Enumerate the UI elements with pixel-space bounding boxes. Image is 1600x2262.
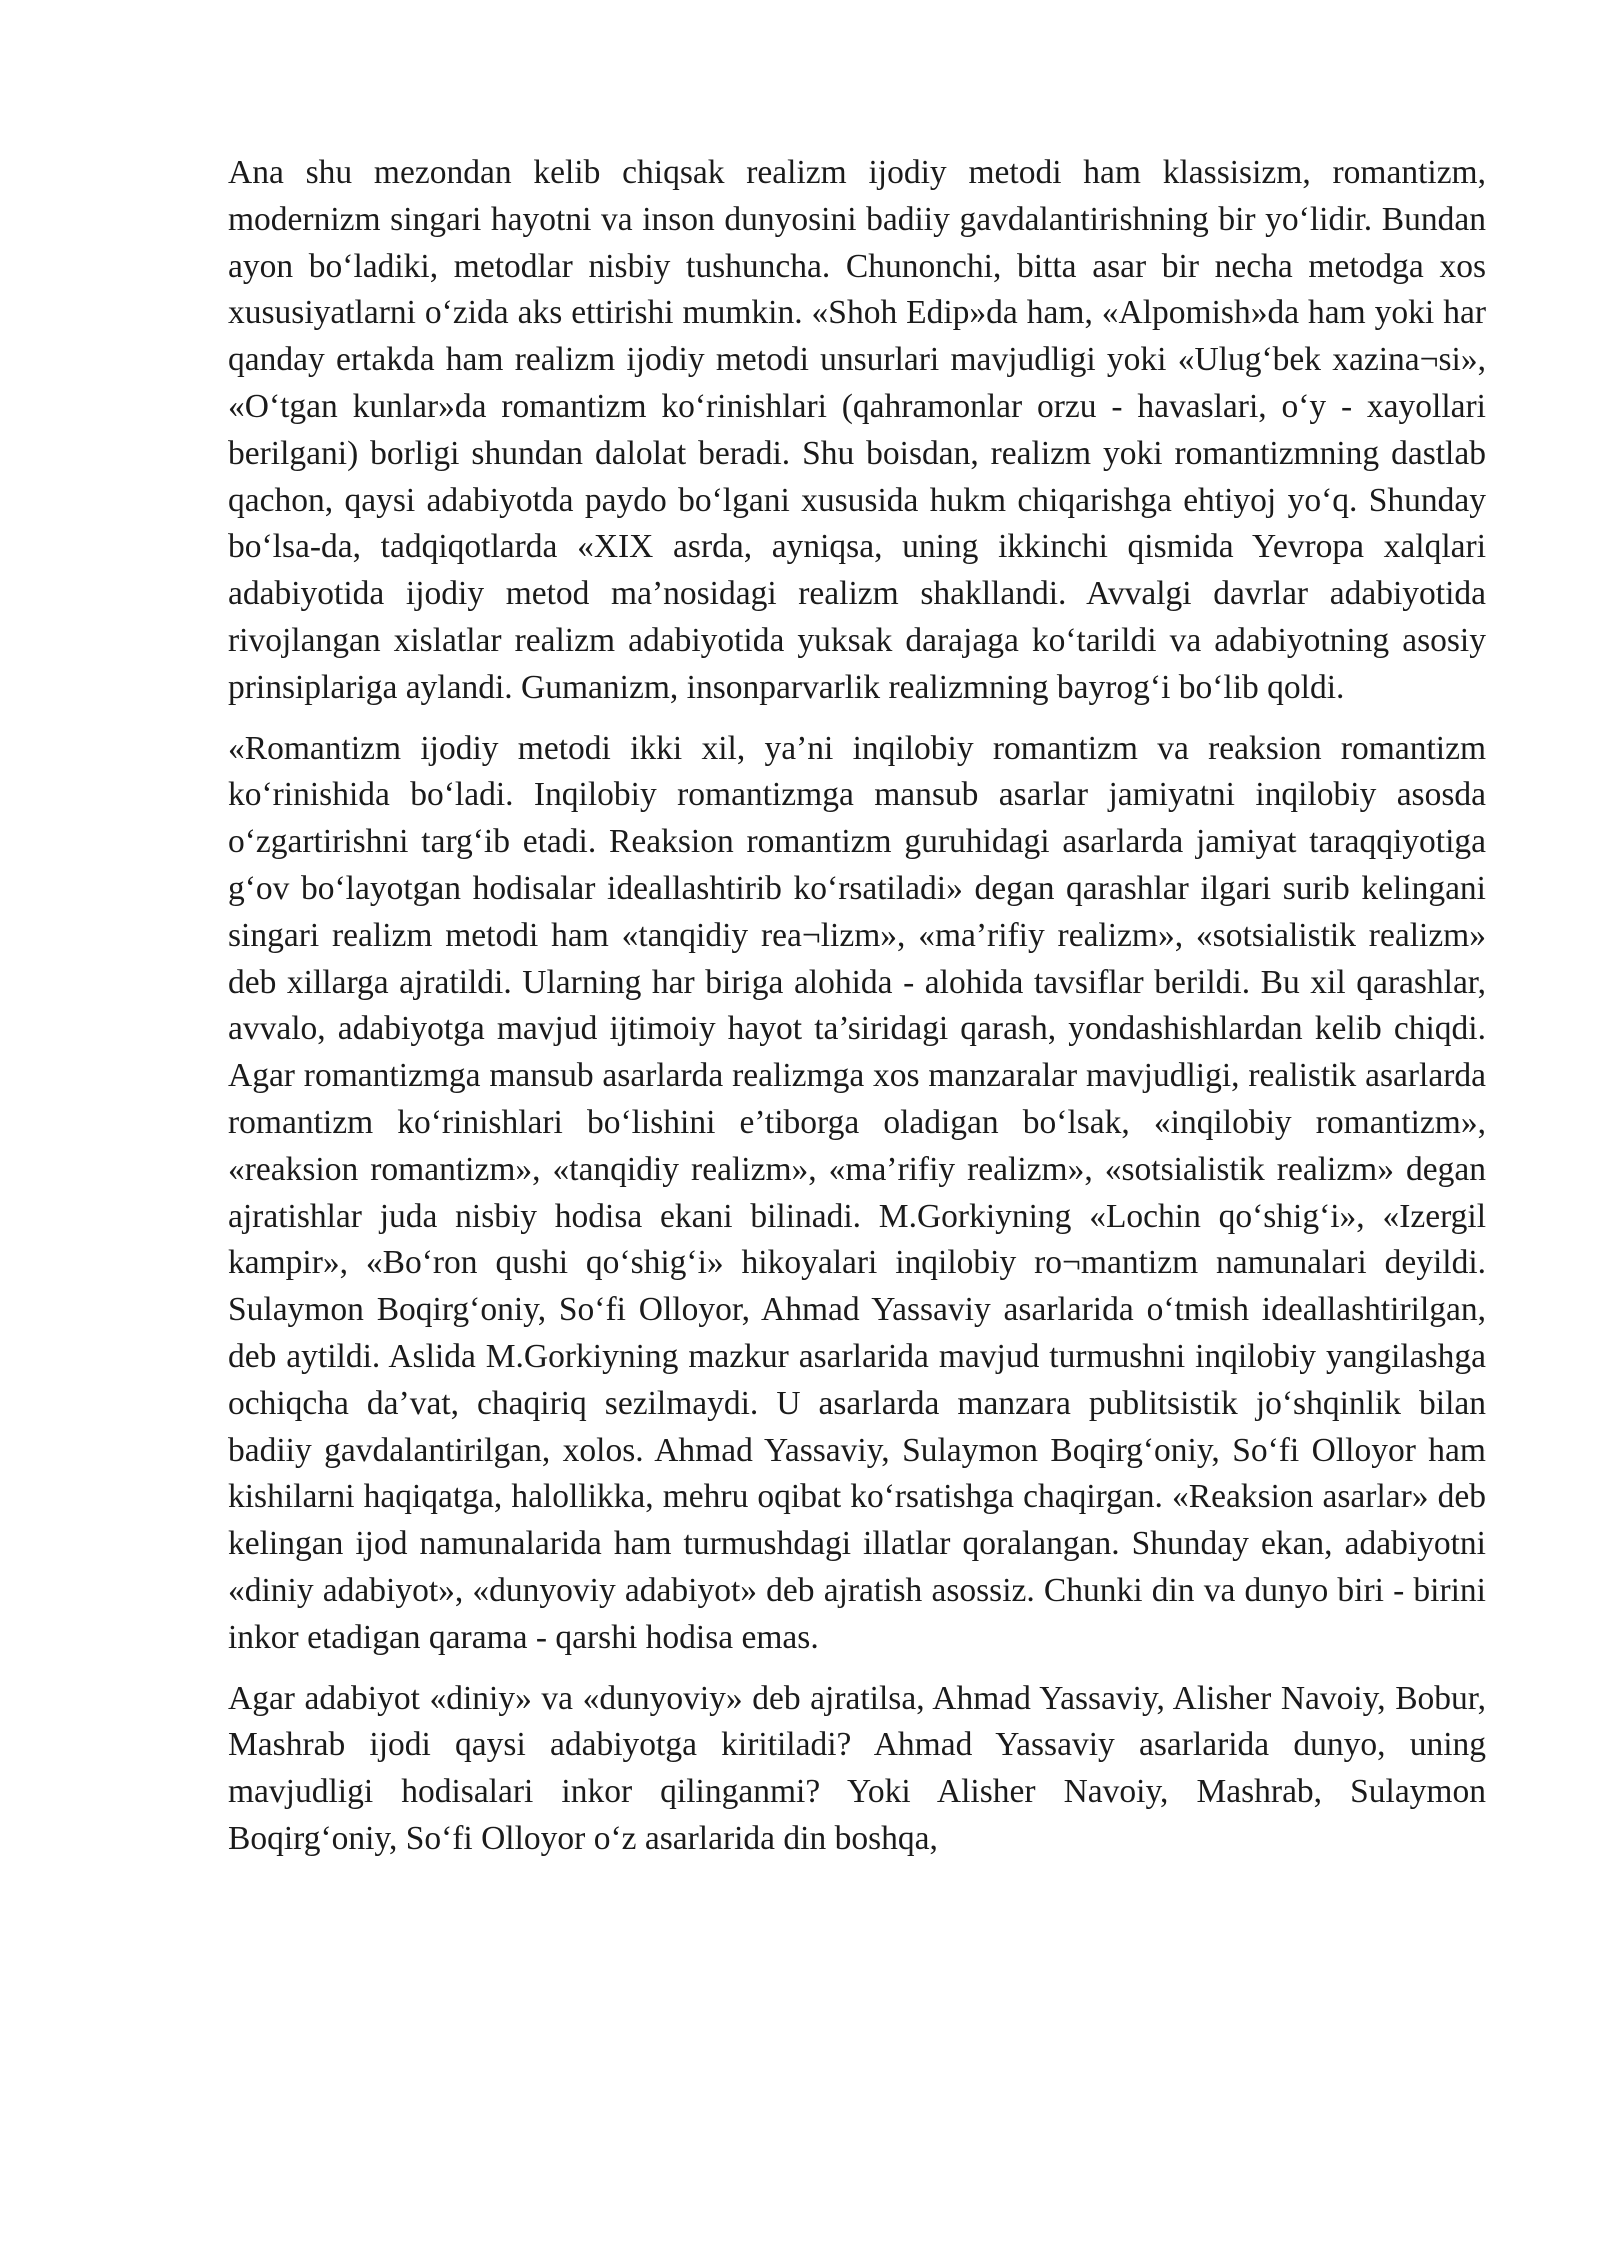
paragraph-romanticism-types: «Romantizm ijodiy metodi ikki xil, ya’ni inqilobiy romantizm va reaksion romantizm ko‘rinishida bo‘ladi. Inqilobiy romantizmga mansub asarlar jamiyatni inqilobiy asosda o‘zgartirishni targ‘ib etadi. Reaksion romantizm guruhidagi asarlarda jamiyat taraqqiyotiga g‘ov bo‘layotgan hodisalar ideallashtirib ko‘rsatiladi» degan qarashlar ilgari surib kelingani singari realizm metodi ham «tanqidiy rea¬lizm», «ma’rifiy realizm», «sotsialistik realizm» deb xillarga ajratildi. Ularning har biriga alohida - alohida tavsiflar berildi. Bu xil qarashlar, avvalo, adabiyotga mavjud ijtimoiy hayot ta’siridagi qarash, yondashishlardan kelib chiqdi. Agar romantizmga mansub asarlarda realizmga xos manzaralar mavjudligi, realistik asarlarda romantizm ko‘rinishlari bo‘lishini e’tiborga oladigan bo‘lsak, «inqilobiy romantizm», «reaksion romantizm», «tanqidiy realizm», «ma’rifiy realizm», «sotsialistik realizm» degan ajratishlar juda nisbiy hodisa ekani bilinadi. M.Gorkiyning «Lochin qo‘shig‘i», «Izergil kampir», «Bo‘ron qushi qo‘shig‘i» hikoyalari inqilobiy ro¬mantizm namunalari deyildi. Sulaymon Boqirg‘oniy, So‘fi Olloyor, Ahmad Yassaviy asarlarida o‘tmish ideallashtirilgan, deb aytildi. Aslida M.Gorkiyning mazkur asarlarida mavjud turmushni inqilobiy yangilashga ochiqcha da’vat, chaqiriq sezilmaydi. U asarlarda manzara publitsistik jo‘shqinlik bilan badiiy gavdalantirilgan, xolos. Ahmad Yassaviy, Sulaymon Boqirg‘oniy, So‘fi Olloyor ham kishilarni haqiqatga, halollikka, mehru oqibat ko‘rsatishga chaqirgan. «Reaksion asarlar» deb kelingan ijod namunalarida ham turmushdagi illatlar qoralangan. Shunday ekan, adabiyotni «diniy adabiyot», «dunyoviy adabiyot» deb ajratish asossiz. Chunki din va dunyo biri - birini inkor etadigan qarama - qarshi hodisa emas. xyxy=(228,729,1486,1656)
paragraph-realism-method: Ana shu mezondan kelib chiqsak realizm ijodiy metodi ham klassisizm, romantizm, modernizm singari hayotni va inson dunyosini badiiy gavdalantirishning bir yo‘lidir. Bundan ayon bo‘ladiki, metodlar nisbiy tushuncha. Chunonchi, bitta asar bir necha metodga xos xususiyatlarni o‘zida aks ettirishi mumkin. «Shoh Edip»da ham, «Alpomish»da ham yoki har qanday ertakda ham realizm ijodiy metodi unsurlari mavjudligi yoki «Ulug‘bek xazina¬si», «O‘tgan kunlar»da romantizm ko‘rinishlari (qahramonlar orzu - havaslari, o‘y - xayollari berilgani) borligi shundan dalolat beradi. Shu boisdan, realizm yoki romantizmning dastlab qachon, qaysi adabiyotda paydo bo‘lgani xususida hukm chiqarishga ehtiyoj yo‘q. Shunday bo‘lsa-da, tadqiqotlarda «XIX asrda, ayniqsa, uning ikkinchi qismida Yevropa xalqlari adabiyotida ijodiy metod ma’nosidagi realizm shakllandi. Avvalgi davrlar adabiyotida rivojlangan xislatlar realizm adabiyotida yuksak darajaga ko‘tarildi va adabiyotning asosiy prinsiplariga aylandi. Gumanizm, insonparvarlik realizmning bayrog‘i bo‘lib qoldi. xyxy=(228,154,1486,706)
document-body xyxy=(228,150,1486,1877)
paragraph-religious-secular: Agar adabiyot «diniy» va «dunyoviy» deb ajratilsa, Ahmad Yassaviy, Alisher Navoiy, Bobur, Mashrab ijodi qaysi adabiyotga kiritiladi? Ahmad Yassaviy asarlarida dunyo, uning mavjudligi hodisalari inkor qilinganmi? Yoki Alisher Navoiy, Mashrab, Sulaymon Boqirg‘oniy, So‘fi Olloyor o‘z asarlarida din boshqa, xyxy=(228,1679,1486,1857)
